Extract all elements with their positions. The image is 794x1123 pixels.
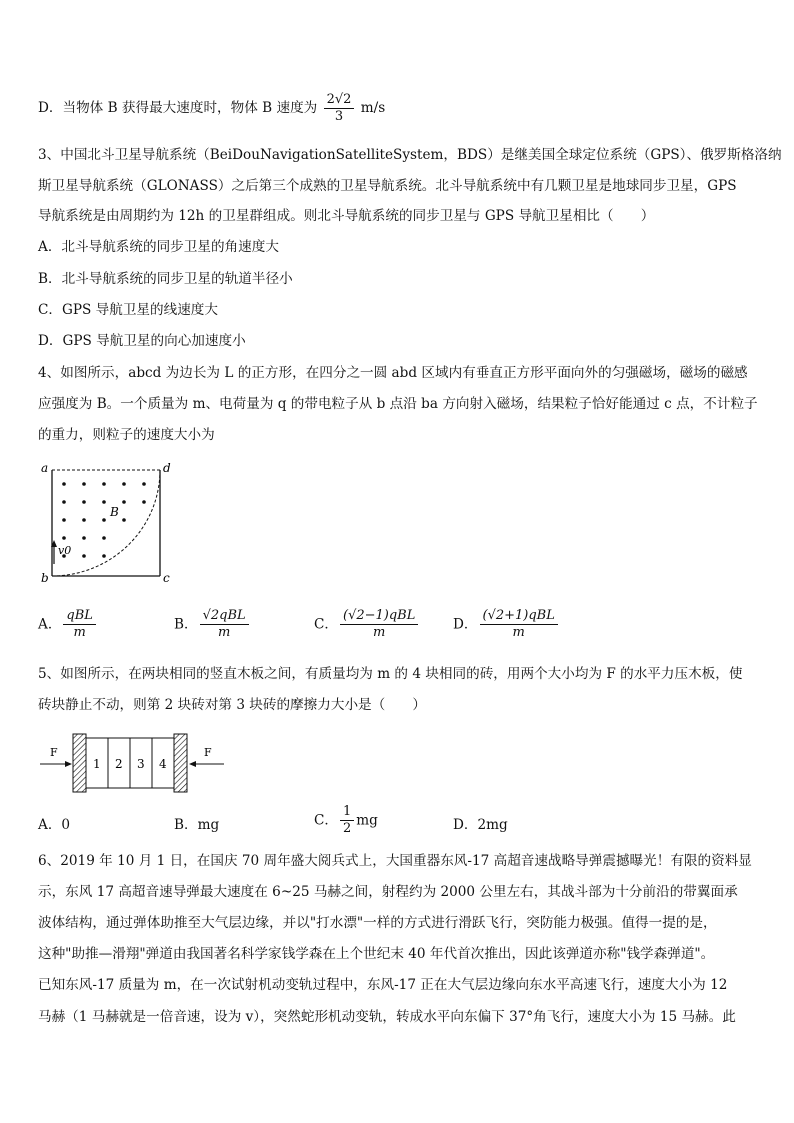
q3-option-b: B．北斗导航系统的同步卫星的轨道半径小 <box>38 271 293 287</box>
q4-option-a <box>38 608 98 641</box>
fraction-denominator: m <box>217 625 231 640</box>
q3-stem-line1: 3、中国北斗卫星导航系统（BeiDouNavigationSatelliteSystem，BDS）是继美国全球定位系统（GPS）、俄罗斯格洛纳 <box>38 147 782 163</box>
fraction-numerator: (√2−1)qBL <box>340 608 418 625</box>
label-c: c <box>163 571 170 585</box>
option-label: B． <box>174 616 198 633</box>
option-label: C． <box>314 812 338 829</box>
q4-stem-line1: 4、如图所示，abcd 为边长为 L 的正方形，在四分之一圆 abd 区域内有垂直正方形平面向外的匀强磁场，磁场的磁感 <box>38 365 748 381</box>
brick-1-label: 1 <box>93 757 101 771</box>
q2-option-d-text: D．当物体 B 获得最大速度时，物体 B 速度为 <box>38 100 318 116</box>
label-force-right: F <box>204 746 212 759</box>
option-label: C． <box>314 616 338 633</box>
label-a: a <box>41 461 49 475</box>
q5-option-b: B．mg <box>174 817 220 833</box>
fraction-denominator: m <box>373 625 386 640</box>
q6-stem-line6: 马赫（1 马赫就是一倍音速，设为 v），突然蛇形机动变轨，转成水平向东偏下 37°角飞行，速度大小为 15 马赫。此 <box>38 1009 736 1025</box>
right-wooden-board <box>174 734 187 792</box>
fraction-numerator: qBL <box>63 608 96 625</box>
fraction-numerator: √2qBL <box>200 608 249 625</box>
fraction-numerator: (√2+1)qBL <box>480 608 558 625</box>
option-label: A． <box>38 616 62 633</box>
q5-stem-line2: 砖块静止不动，则第 2 块砖对第 3 块砖的摩擦力大小是（ ） <box>38 697 427 713</box>
q3-option-a: A．北斗导航系统的同步卫星的角速度大 <box>38 239 279 255</box>
q4-option-b <box>174 608 251 641</box>
q2-option-d-unit: m/s <box>360 100 386 116</box>
q5-option-c <box>314 804 378 837</box>
q4-stem-line2: 应强度为 B。一个质量为 m、电荷量为 q 的带电粒子从 b 点沿 ba 方向射入磁场，结果粒子恰好能通过 c 点，不计粒子 <box>38 396 758 412</box>
q6-stem-line2: 示，东风 17 高超音速导弹最大速度在 6~25 马赫之间，射程约为 2000 公里左右，其战斗部为十分前沿的带翼面承 <box>38 884 738 900</box>
option-fraction <box>480 608 558 641</box>
q3-stem-line3: 导航系统是由周期约为 12h 的卫星群组成。则北斗导航系统的同步卫星与 GPS 导航卫星相比（ ） <box>38 208 655 224</box>
q4-option-d <box>453 608 560 641</box>
q5-stem-line1: 5、如图所示，在两块相同的竖直木板之间，有质量均为 m 的 4 块相同的砖，用两个大小均为 F 的水平力压木板，使 <box>38 666 743 682</box>
label-v0: v0 <box>58 544 72 557</box>
brick-4-label: 4 <box>159 757 167 771</box>
arrow-head-icon <box>189 761 196 767</box>
fraction-numerator: 1 <box>340 804 354 821</box>
q2-option-d <box>38 92 385 125</box>
q4-magnetic-field-figure <box>38 460 178 585</box>
q6-stem-line3: 波体结构，通过弹体助推至大气层边缘，并以"打水漂"一样的方式进行滑跃飞行，突防能力极强。值得一提的是， <box>38 915 717 931</box>
quarter-circle-arc <box>52 470 160 576</box>
fraction-denominator: m <box>73 625 86 640</box>
fraction-denominator: 3 <box>334 109 344 124</box>
q6-stem-line5: 已知东风-17 质量为 m，在一次试射机动变轨过程中，东风-17 正在大气层边缘向东水平高速飞行，速度大小为 12 <box>38 977 728 993</box>
q4-option-c <box>314 608 420 641</box>
q5-bricks-figure <box>38 728 228 798</box>
q5-option-d: D．2mg <box>453 817 508 833</box>
label-force-left: F <box>50 746 58 759</box>
left-wooden-board <box>73 734 86 792</box>
q3-option-d: D．GPS 导航卫星的向心加速度小 <box>38 333 246 349</box>
q5-option-a: A．0 <box>38 817 71 833</box>
q4-stem-line3: 的重力，则粒子的速度大小为 <box>38 427 215 443</box>
fraction-denominator: m <box>512 625 525 640</box>
fraction-denominator: 2 <box>343 821 352 836</box>
option-fraction <box>340 804 354 837</box>
label-field-B: B <box>110 505 119 519</box>
arrow-head-icon <box>65 761 72 767</box>
q6-stem-line1: 6、2019 年 10 月 1 日，在国庆 70 周年盛大阅兵式上，大国重器东风-17 高超音速战略导弹震撼曝光！有限的资料显 <box>38 853 752 869</box>
option-fraction <box>340 608 418 641</box>
fraction-numerator: 2√2 <box>324 92 355 109</box>
magnetic-field-dots <box>62 482 146 558</box>
option-label: D． <box>453 616 478 633</box>
option-fraction <box>63 608 96 641</box>
option-unit: mg <box>356 812 378 829</box>
q3-option-c: C．GPS 导航卫星的线速度大 <box>38 302 218 318</box>
brick-3-label: 3 <box>137 757 145 771</box>
q3-stem-line2: 斯卫星导航系统（GLONASS）之后第三个成熟的卫星导航系统。北斗导航系统中有几颗卫星是地球同步卫星，GPS <box>38 178 737 194</box>
q2-option-d-fraction <box>324 92 355 125</box>
label-d: d <box>163 461 171 475</box>
label-b: b <box>41 571 49 585</box>
q6-stem-line4: 这种"助推—滑翔"弹道由我国著名科学家钱学森在上个世纪末 40 年代首次推出，因此该弹道亦称"钱学森弹道"。 <box>38 946 715 962</box>
option-fraction <box>200 608 249 641</box>
brick-2-label: 2 <box>115 757 123 771</box>
